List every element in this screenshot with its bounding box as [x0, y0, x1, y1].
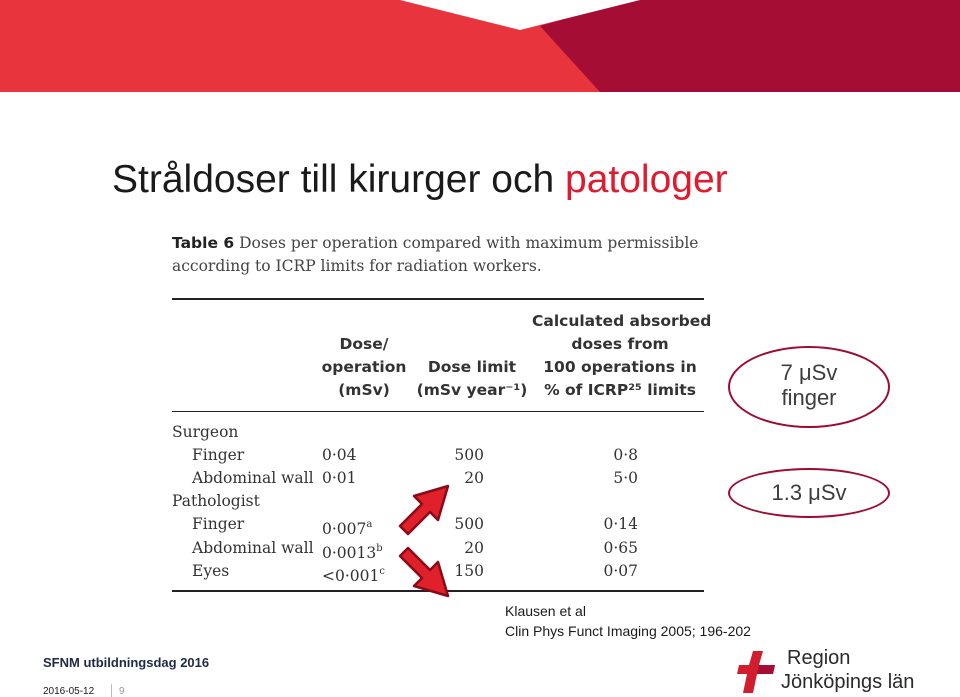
row-dose-footnote: a: [366, 519, 373, 530]
callout-finger-dose: [728, 346, 890, 428]
row-dose: 0·04: [322, 446, 357, 464]
header-dose-2: operation: [321, 358, 407, 376]
row-name: Eyes: [192, 562, 230, 580]
header-calc-4: % of ICRP²⁵ limits: [544, 381, 696, 399]
row-name: Abdominal wall: [192, 469, 314, 487]
table-caption-text-1: Doses per operation compared with maximum permissible: [239, 234, 699, 252]
header-limit: [412, 356, 532, 402]
table-caption-label: Table 6: [172, 234, 235, 252]
header-calc: [532, 310, 712, 402]
row-dose-value: 0·0013: [322, 544, 377, 562]
row-dose-value: <0·001: [322, 567, 380, 585]
header-calc-3: 100 operations in: [543, 358, 697, 376]
header-calc-1: Calculated absorbed: [532, 312, 712, 330]
header-limit-2: (mSv year⁻¹): [416, 381, 528, 399]
row-dose: [322, 560, 385, 588]
table-caption-text-2: according to ICRP limits for radiation workers.: [172, 257, 542, 275]
table-rule-mid: [172, 411, 704, 412]
table-row: [172, 444, 708, 467]
footer-date: 2016-05-12: [43, 686, 95, 697]
title-accent: patologer: [565, 158, 728, 201]
header-dose: [316, 333, 412, 402]
row-calc: 0·07: [603, 562, 638, 580]
row-limit: 20: [464, 469, 484, 487]
row-name: Finger: [192, 446, 245, 464]
reference-authors: Klausen et al: [505, 603, 586, 619]
cross-logo-icon: [735, 649, 779, 695]
callout-abdominal-dose: [728, 468, 890, 518]
row-name: Pathologist: [172, 492, 260, 510]
logo-line-2: Jönköpings län: [781, 671, 915, 693]
callout-finger-label: finger: [781, 385, 837, 410]
header-dose-3: (mSv): [338, 381, 390, 399]
reference: [505, 601, 751, 641]
row-dose: 0·01: [322, 469, 357, 487]
row-name: Surgeon: [172, 423, 239, 441]
row-name: Finger: [192, 515, 245, 533]
row-dose-value: 0·007: [322, 520, 367, 538]
footer-divider: [111, 684, 112, 697]
row-limit: 500: [454, 515, 484, 533]
reference-journal: Clin Phys Funct Imaging 2005; 196-202: [505, 623, 751, 639]
row-dose-footnote: b: [376, 543, 383, 554]
arrow-pointer-icon: [392, 540, 462, 610]
row-dose-footnote: c: [379, 566, 385, 577]
arrow-pointer-icon: [392, 478, 462, 548]
header-limit-1: Dose limit: [427, 358, 517, 376]
callout-finger-value: 7 μSv: [780, 360, 838, 385]
header-calc-2: doses from: [571, 335, 669, 353]
logo-line-1: Region: [787, 647, 851, 669]
slide-title: [112, 158, 728, 202]
row-limit: 20: [464, 539, 484, 557]
header-banner: [0, 0, 960, 92]
table-rule-top: [172, 298, 704, 300]
table-caption: [172, 232, 708, 278]
table-row: [172, 421, 708, 444]
header-dose-1: Dose/: [339, 335, 389, 353]
region-logo: [735, 647, 935, 697]
row-calc: 0·14: [603, 515, 638, 533]
row-calc: 5·0: [613, 469, 638, 487]
title-main: Stråldoser till kirurger och: [112, 158, 555, 201]
row-name: Abdominal wall: [192, 539, 314, 557]
row-calc: 0·8: [613, 446, 638, 464]
row-limit: 500: [454, 446, 484, 464]
footer-organization: SFNM utbildningsdag 2016: [43, 655, 210, 670]
callout-abdominal-value: 1.3 μSv: [771, 480, 847, 505]
row-calc: 0·65: [603, 539, 638, 557]
footer-page-number: 9: [119, 686, 125, 697]
row-limit: 150: [454, 562, 484, 580]
